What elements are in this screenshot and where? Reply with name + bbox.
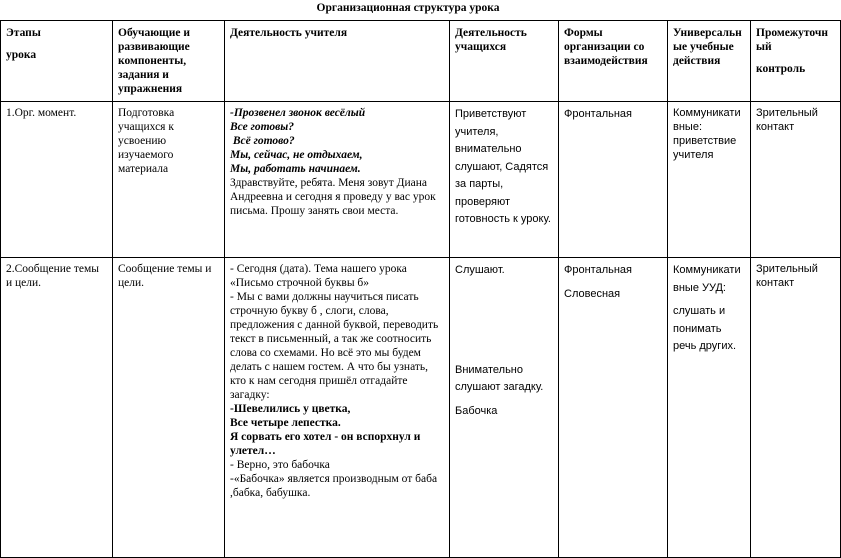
row1-component: Подготовка учащихся к усвоению изучаемого материала	[113, 102, 225, 258]
row1-universal: Коммуникативные: приветствие учителя	[668, 102, 751, 258]
row1-students: Приветствуют учителя, внимательно слушают, Садятся за парты, проверяют готовность к уроку.	[450, 102, 559, 258]
header-stages-line1: Этапы	[6, 27, 41, 39]
row1-poem-line4: Мы, сейчас, не отдыхаем,	[230, 149, 363, 161]
row2-students-riddle: Внимательно слушают загадку.	[455, 363, 544, 393]
row1-control: Зрительный контакт	[751, 102, 841, 258]
row2-teacher-line3: - Верно, это бабочка	[230, 459, 330, 471]
row2-teacher-line4: -«Бабочка» является производным от баба ,бабка, бабушка.	[230, 473, 438, 499]
header-teacher: Деятельность учителя	[225, 21, 450, 102]
row1-teacher-text: Здравствуйте, ребята. Меня зовут Диана Андреевна и сегодня я проведу у вас урок письма. Прошу занять свои места.	[230, 177, 436, 217]
row2-stage: 2.Сообщение темы и цели.	[1, 258, 113, 558]
lesson-structure-table	[0, 20, 841, 558]
header-forms: Формы организации со взаимодействия	[559, 21, 668, 102]
row2-students	[450, 258, 559, 558]
header-control	[751, 21, 841, 102]
row2-teacher	[225, 258, 450, 558]
row2-universal-2: слушать и понимать речь других.	[673, 305, 737, 352]
table-header-row	[1, 21, 841, 102]
row1-teacher	[225, 102, 450, 258]
row2-universal-1: Коммуникативные УУД:	[673, 264, 741, 294]
row1-poem-line1: -Прозвенел звонок весёлый	[230, 107, 366, 119]
header-control-line2: контроль	[756, 63, 806, 75]
row2-riddle-line3: Я сорвать его хотел - он вспорхнул и улетел…	[230, 431, 421, 457]
row1-forms: Фронтальная	[559, 102, 668, 258]
row1-poem-line2: Все готовы?	[230, 121, 295, 133]
table-row	[1, 102, 841, 258]
row1-poem-line5: Мы, работать начинаем.	[230, 163, 361, 175]
row2-forms	[559, 258, 668, 558]
header-universal: Универсальные учебные действия	[668, 21, 751, 102]
page-title: Организационная структура урока	[316, 2, 500, 14]
header-control-line1: Промежуточный	[756, 27, 828, 53]
row1-poem-line3: Всё готово?	[230, 135, 295, 147]
row2-teacher-line1: - Сегодня (дата). Тема нашего урока «Письмо строчной буквы б»	[230, 263, 407, 289]
row2-component: Сообщение темы и цели.	[113, 258, 225, 558]
row2-forms-1: Фронтальная	[564, 264, 633, 276]
header-stages	[1, 21, 113, 102]
row2-teacher-line2: - Мы с вами должны научиться писать строчную букву б , слоги, слова, предложения с данной буквой, переводить текст в письменный, а так же соотносить слова со схемами. Но всё это мы будем делать с нашем гостем. А что бы узнать, кто к нам сегодня пришёл отгадайте загадку:	[230, 291, 439, 401]
row2-universal	[668, 258, 751, 558]
table-row	[1, 258, 841, 558]
row2-riddle-line2: Все четыре лепестка.	[230, 417, 341, 429]
row2-forms-2: Словесная	[564, 287, 621, 300]
row2-students-listen: Слушают.	[455, 264, 505, 276]
row2-students-answer: Бабочка	[455, 404, 498, 417]
header-components: Обучающие и развивающие компоненты, задания и упражнения	[113, 21, 225, 102]
row2-riddle-line1: -Шевелились у цветка,	[230, 403, 351, 415]
header-stages-line2: урока	[6, 49, 37, 61]
header-students: Деятельность учащихся	[450, 21, 559, 102]
row2-control: Зрительный контакт	[751, 258, 841, 558]
row1-stage: 1.Орг. момент.	[1, 102, 113, 258]
